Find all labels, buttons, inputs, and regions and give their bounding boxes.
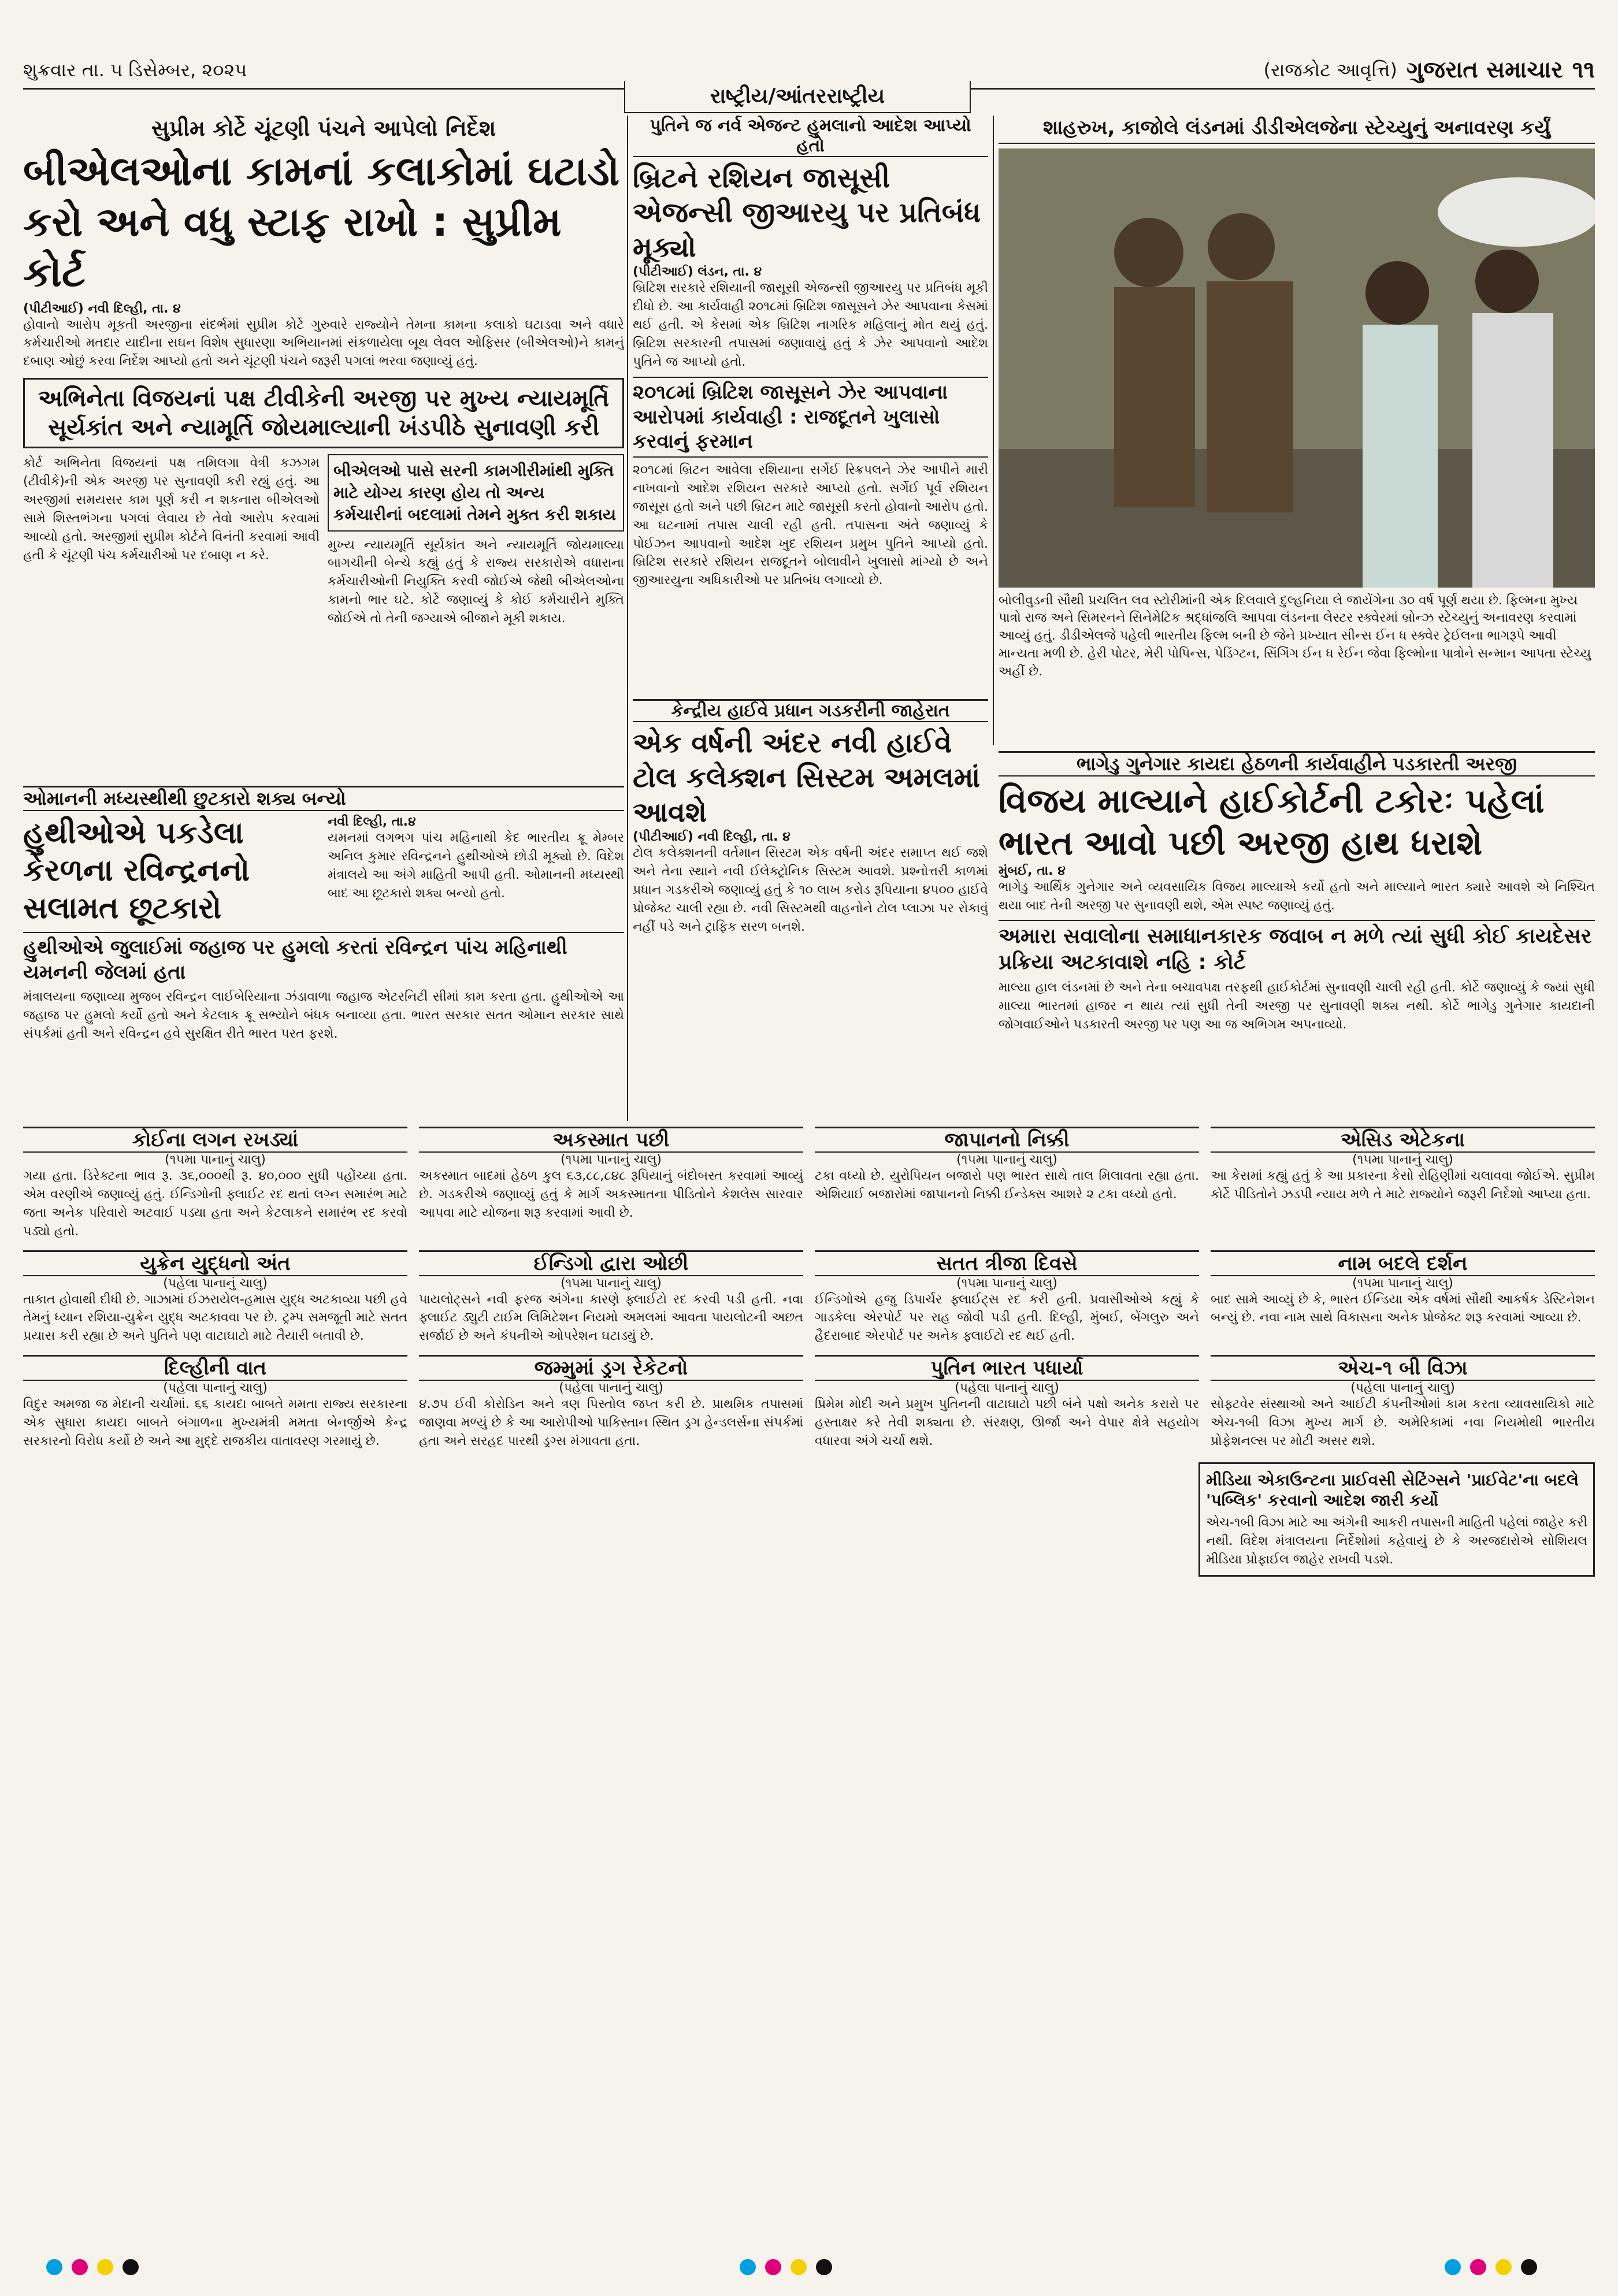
photo-illustration — [999, 148, 1595, 588]
page-number: ૧૧ — [1572, 57, 1595, 83]
column-rule-1 — [627, 116, 628, 1121]
sc-sub-headline: અભિનેતા વિજયનાં પક્ષ ટીવીકેની અરજી પર મુખ્ય ન્યાયમૂર્તિ સૂર્યકાંત અને ન્યામૂર્તિ જોયમાલ્યાની ખંડપીઠે સુનાવણી કરી — [23, 378, 624, 448]
continuation-body: ગયા હતા. ડિરેક્ટના ભાવ રૂ. ૩૬,૦૦૦થી રૂ. ૪૦,૦૦૦ સુધી પહોંચ્યા હતા. એમ વરણીએ જણાવ્યું હતું. ઈન્ડિગોની ફ્લાઈટ રદ થતાં લગ્ન સમારંભ માટે જતા અનેક પરિવારો અટવાઈ પડ્યા હતા અને કેટલાકને સમારંભ રદ કરવો પડ્યો હતો. — [23, 1169, 407, 1239]
continuation-title: ઈન્ડિગો દ્વારા ઓછી — [419, 1250, 803, 1276]
continuation-title: જાપાનનો નિક્કી — [815, 1127, 1199, 1153]
continuation-body: પાયલોટ્સને નવી ફરજ અંગેના કારણે ફ્લાઈટો રદ કરવી પડી હતી. નવા ફ્લાઈટ ડ્યુટી ટાઈમ લિમિટેશન નિયમો અમલમાં આવતા પાયલોટની અછત સર્જાઈ છે અને કંપનીએ ઓપરેશન ઘટાડ્યું છે. — [419, 1292, 803, 1344]
britain-story — [633, 116, 988, 693]
continuation-item — [419, 1355, 803, 1451]
registration-marks-left — [46, 2259, 220, 2282]
magenta-dot-icon — [765, 2259, 781, 2275]
sc-kicker: સુપ્રીમ કોર્ટે ચૂંટણી પંચને આપેલો નિર્દેશ — [151, 116, 496, 141]
masthead — [23, 57, 1595, 83]
continuation-body: સોફ્ટવેર સંસ્થાઓ અને આઈટી કંપનીઓમાં કામ કરતા વ્યાવસાયિકો માટે એચ-૧બી વિઝા મુખ્ય માર્ગ છે. અમેરિકામાં નવા નિયમોથી ભારતીય પ્રોફેશનલ્સ પર મોટી અસર થશે. — [1211, 1397, 1595, 1449]
continuation-ref: (૧૫મા પાનાનું ચાલુ) — [956, 1276, 1057, 1291]
continuation-title: અકસ્માત પછી — [419, 1127, 803, 1153]
continuation-ref: (પહેલા પાનાનું ચાલુ) — [163, 1381, 268, 1396]
continuation-ref: (પહેલા પાનાનું ચાલુ) — [559, 1381, 663, 1396]
issue-date: શુક્રવાર તા. ૫ ડિસેમ્બર, ૨૦૨૫ — [23, 59, 247, 81]
hijack-story — [23, 786, 624, 1121]
side-box-body: એચ-૧બી વિઝા માટે આ અંગેની આકરી તપાસની માહિતી પહેલાં જાહેર કરી નથી. વિદેશ મંત્રાલયના નિર્દેશોમાં કહેવાયું છે કે અરજદારોએ સોશિયલ મીડિયા પ્રોફાઈલ જાહેર રાખવી પડશે. — [1206, 1515, 1587, 1567]
photo-caption: બોલીવુડની સૌથી પ્રચલિત લવ સ્ટોરીમાંની એક દિલવાલે દુલ્હનિયા લે જાયેંગેના ૩૦ વર્ષ પૂર્ણ થયા છે. ફિલ્મના મુખ્ય પાત્રો રાજ અને સિમરનને સિનેમેટિક શ્રદ્ધાંજલિ આપવા લંડનના લેસ્ટર સ્ક્વેરમાં બ્રોન્ઝ સ્ટેચ્યુનું અનાવરણ કરવામાં આવ્યું હતું. ડીડીએલજે પહેલી ભારતીય ફિલ્મ બની છે જેને પ્રખ્યાત સીન્સ ઈન ધ સ્ક્વેર ટ્રેઈલના ભાગરૂપે આવી માન્યતા મળી છે. હેરી પોટર, મેરી પોપિન્સ, પેડિંગ્ટન, સિંગિંગ ઈન ધ રેઈન જેવા ફિલ્મોના પાત્રોને સન્માન આપતા સ્ટેચ્યુ અહીં છે. — [999, 593, 1591, 679]
continuation-title: જમ્મુમાં ડ્રગ રેકેટનો — [419, 1355, 803, 1381]
side-box — [1198, 1462, 1595, 1577]
continuations-area — [23, 1127, 1595, 2224]
britain-kicker: પુતિને જ નર્વ એજન્ટ હુમલાનો આદેશ આપ્યો હતો — [633, 116, 988, 157]
column-rule-2 — [993, 116, 994, 745]
hijack-body: યમનમાં લગભગ પાંચ મહિનાથી કેદ ભારતીય ક્રૂ મેમ્બર અનિલ કુમાર રવિન્દ્રનને હુથીઓએ છોડી મૂક્યો છે. વિદેશ મંત્રાલયે આ અંગે માહિતી આપી હતી. ઓમાનની મધ્યસ્થી બાદ આ છૂટકારો શક્ય બન્યો હતો. — [328, 831, 624, 901]
yellow-dot-icon — [791, 2259, 807, 2275]
continuation-item — [23, 1127, 407, 1241]
continuation-ref: (પહેલા પાનાનું ચાલુ) — [955, 1381, 1059, 1396]
continuation-item — [1211, 1250, 1595, 1346]
continuation-ref: (૧૫મા પાનાનું ચાલુ) — [165, 1153, 266, 1167]
continuation-title: યુક્રેન યુદ્ધનો અંત — [23, 1250, 407, 1276]
sc-body-3: મુખ્ય ન્યાયમૂર્તિ સૂર્યકાંત અને ન્યાયમૂર્તિ જોયમાલ્યા બાગચીની બેન્ચે કહ્યું હતું કે રાજ્ય સરકારોએ વધારાના કર્મચારીઓની નિયુક્તિ કરવી જોઈએ જેથી બીએલઓના કામનો ભાર ઘટે. કોર્ટે જણાવ્યું કે કોઈ કર્મચારીને મુક્તિ જોઈએ તો તેની જગ્યાએ બીજાને મૂકી શકાય. — [328, 537, 624, 626]
continuation-title: એસિડ એટેકના — [1211, 1127, 1595, 1153]
hijack-body-2: મંત્રાલયના જણાવ્યા મુજબ રવિન્દ્રન લાઈબેરિયાના ઝંડાવાળા જહાજ એટરનિટી સીમાં કામ કરતા હતા. હુથીઓએ આ જહાજ પર હુમલો કર્યો હતો અને કેટલાક ક્રૂ સભ્યોને બંધક બનાવ્યા હતા. ભારત સરકાર સતત ઓમાન સરકાર સાથે સંપર્કમાં હતી અને રવિન્દ્રન હવે સુરક્ષિત રીતે ભારત પરત ફરશે. — [23, 990, 624, 1041]
mallya-kicker: ભાગેડુ ગુનેગાર કાયદા હેઠળની કાર્યવાહીને પડકારતી અરજી — [999, 751, 1595, 777]
mallya-body: ભાગેડુ આર્થિક ગુનેગાર અને વ્યવસાયિક વિજય માલ્યાએ કર્યો હતો અને માલ્યાને ભારત ક્યારે આવશે એ નિશ્ચિત થયા બાદ તેની અરજી પર સુનાવણી થશે, એમ સ્પષ્ટ જણાવ્યું હતું. — [999, 880, 1595, 913]
continuation-ref: (પહેલા પાનાનું ચાલુ) — [163, 1276, 268, 1291]
continuation-item — [815, 1355, 1199, 1451]
masthead-right — [1264, 57, 1595, 83]
continuation-body: વિદુર અમજા જ મેદાની ચર્ચામાં. ૬૬ કાયદા બાબતે મમતા રાજ્ય સરકારના એક સુધારા કાયદા બાબતે બંગાળના મુખ્યમંત્રી મમતા બેનર્જીએ કેન્દ્ર સરકારનો વિરોધ કર્યો છે અને આ મુદ્દે રાજકીય વાતાવરણ ગરમાયું છે. — [23, 1397, 407, 1449]
britain-headline: બ્રિટને રશિયન જાસૂસી એજન્સી જીઆરયુ પર પ્રતિબંધ મૂક્યો — [633, 162, 981, 263]
continuation-item — [815, 1250, 1199, 1346]
magenta-dot-icon — [1470, 2259, 1486, 2275]
sc-headline-1: બીએલઓના કામનાં કલાકોમાં ઘટાડો — [23, 147, 620, 195]
hijack-kicker: ઓમાનની મધ્યસ્થીથી છુટકારો શક્ય બન્યો — [23, 786, 624, 811]
cyan-dot-icon — [740, 2259, 756, 2275]
newspaper-logo: ગુજરાત સમાચાર — [1406, 57, 1563, 83]
continuation-body: ટકા વધ્યો છે. યુરોપિયન બજારો પણ ભારત સાથે તાલ મિલાવતા રહ્યા હતા. એશિયાઈ બજારોમાં જાપાનનો નિક્કી ઈન્ડેક્સ આશરે ૨ ટકા વધ્યો હતો. — [815, 1169, 1199, 1202]
section-label: રાષ્ટ્રીય/આંતરરાષ્ટ્રીય — [624, 81, 971, 113]
magenta-dot-icon — [72, 2259, 88, 2275]
continuation-item — [815, 1127, 1199, 1241]
sc-body: હોવાનો આરોપ મૂકતી અરજીના સંદર્ભમાં સુપ્રીમ કોર્ટે ગુરુવારે રાજ્યોને તેમના કામના કલાકો ઘટાડવા અને વધારે કર્મચારીઓ મતદાર યાદીના સઘન વિશેષ સુધારણા અભિયાનમાં સંકળાયેલા બૂથ લેવલ ઓફિસર (બીએલઓ)ને કામનું દબાણ ઓછું કરવા નિર્દેશ આપ્યો હતો અને ચૂંટણી પંચને જરૂરી પગલાં ભરવા જણાવ્યું હતું. — [23, 317, 624, 369]
continuation-item — [1211, 1127, 1595, 1241]
photo-title: શાહરુખ, કાજોલે લંડનમાં ડીડીએલજેના સ્ટેચ્યુનું અનાવરણ કર્યું — [999, 116, 1595, 144]
continuation-ref: (૧૫મા પાનાનું ચાલુ) — [561, 1276, 662, 1291]
cyan-dot-icon — [46, 2259, 62, 2275]
mallya-headline: વિજય માલ્યાને હાઈકોર્ટની ટકોરઃ પહેલાં ભારત આવો પછી અરજી હાથ ધરાશે — [999, 781, 1545, 863]
highway-body: ટોલ કલેક્શનની વર્તમાન સિસ્ટમ એક વર્ષની અંદર સમાપ્ત થઈ જશે અને તેના સ્થાને નવી ઈલેક્ટ્રોનિક સિસ્ટમ આવશે. પ્રશ્નોત્તરી કાળમાં પ્રધાન ગડકરીએ જણાવ્યું હતું કે ૧૦ લાખ કરોડ રૂપિયાના ૪૫૦૦ હાઈવે પ્રોજેક્ટ ચાલી રહ્યા છે. નવી સિસ્ટમથી વાહનોને ટોલ પ્લાઝા પર રોકાવું નહીં પડે અને ટ્રાફિક સરળ બનશે. — [633, 846, 988, 934]
yellow-dot-icon — [97, 2259, 113, 2275]
continuation-title: એચ-૧ બી વિઝા — [1211, 1355, 1595, 1381]
continuation-ref: (૧૫મા પાનાનું ચાલુ) — [956, 1153, 1057, 1167]
continuation-title: પુતિન ભારત પધાર્યા — [815, 1355, 1199, 1381]
continuation-title: કોઈના લગન રખડ્યાં — [23, 1127, 407, 1153]
mallya-dateline: મુંબઈ, તા. ૪ — [999, 864, 1066, 878]
sc-dateline: (પીટીઆઈ) નવી દિલ્હી, તા. ૪ — [23, 301, 181, 316]
registration-marks-right — [1445, 2259, 1595, 2282]
continuation-body: અકસ્માત બાદમાં હેઠળ કુલ ૬૩,૮૮,૮૪૮ રૂપિયાનું બંદોબસ્ત કરવામાં આવ્યું છે. ગડકરીએ જણાવ્યું હતું કે માર્ગ અકસ્માતના પીડિતોને કેશલેસ સારવાર આપવા માટે યોજના શરૂ કરવામાં આવી છે. — [419, 1169, 803, 1220]
side-box-title: મીડિયા એકાઉન્ટના પ્રાઈવસી સેટિંગ્સને 'પ્રાઈવેટ'ના બદલે 'પબ્લિક' કરવાનો આદેશ જારી કર્યો — [1206, 1470, 1579, 1510]
continuation-body: ૪.૭૫ ઈવી કોરોડિન અને ત્રણ પિસ્તોલ જપ્ત કરી છે. પ્રાથમિક તપાસમાં જાણવા મળ્યું છે કે આ આરોપીઓ પાકિસ્તાન સ્થિત ડ્રગ હેન્ડલર્સના સંપર્કમાં હતા અને સરહદ પારથી ડ્રગ્સ મંગાવતા હતા. — [419, 1397, 803, 1449]
cyan-dot-icon — [1445, 2259, 1461, 2275]
hijack-dateline: નવી દિલ્હી, તા.૪ — [328, 815, 416, 829]
yellow-dot-icon — [1495, 2259, 1512, 2275]
continuation-ref: (૧૫મા પાનાનું ચાલુ) — [1352, 1276, 1453, 1291]
ddlj-statue-photo — [999, 148, 1595, 588]
sc-inset: બીએલઓ પાસે સરની કામગીરીમાંથી મુક્તિ માટે યોગ્ય કારણ હોય તો અન્ય કર્મચારીનાં બદલામાં તેમને મુક્ત કરી શકાય — [328, 454, 624, 531]
continuation-body: તાકાત હોવાથી દીધી છે. ગાઝામાં ઈઝરાયેલ-હમાસ યુદ્ધ અટકાવ્યા પછી હવે તેમનું ધ્યાન રશિયા-યુક્રેન યુદ્ધ અટકાવવા પર છે. ટ્રમ્પ સમજૂતી માટે સતત પ્રયાસ કરી રહ્યા છે અને પુતિને પણ વાટાઘાટો માટે તૈયારી બતાવી છે. — [23, 1292, 407, 1344]
continuation-item — [419, 1127, 803, 1241]
black-dot-icon — [1521, 2259, 1537, 2275]
hijack-sub-headline: હુથીઓએ જુલાઈમાં જહાજ પર હુમલો કરતાં રવિન્દ્રન પાંચ મહિનાથી યમનની જેલમાં હતા — [23, 932, 624, 984]
continuation-item — [1211, 1355, 1595, 1451]
registration-marks-center — [740, 2259, 913, 2282]
britain-body: બ્રિટિશ સરકારે રશિયાની જાસૂસી એજન્સી જીઆરયુ પર પ્રતિબંધ મૂકી દીધો છે. આ કાર્યવાહી ૨૦૧૮માં બ્રિટિશ જાસૂસને ઝેર આપવાના કેસમાં થઈ હતી. એ કેસમાં એક બ્રિટિશ નાગરિક મહિલાનું મોત થયું હતું. બ્રિટિશ સરકારની તપાસમાં જણાવાયું હતું કે ઝેર આપવાનો આદેશ પુતિને જ આપ્યો હતો. — [633, 281, 988, 369]
black-dot-icon — [816, 2259, 832, 2275]
photo-story — [999, 116, 1595, 745]
sc-body-2: કોર્ટ અભિનેતા વિજયનાં પક્ષ તમિલગા વેત્રી કઝગમ (ટીવીકે)ની એક અરજી પર સુનાવણી કરી રહ્યું હતું. આ અરજીમાં સમયસર કામ પૂર્ણ કરી ન શકનારા બીએલઓ સામે શિસ્તભંગના પગલાં લેવાય છે તેવો આરોપ કરવામાં આવ્યો હતો. અરજીમાં સુપ્રીમ કોર્ટને વિનંતી કરવામાં આવી હતી કે ચૂંટણી પંચ કર્મચારીઓ પર દબાણ ન કરે. — [23, 456, 320, 563]
continuation-item — [419, 1250, 803, 1346]
continuation-body: આ કેસમાં કહ્યું હતું કે આ પ્રકારના કેસો રોહિણીમાં ચલાવવા જોઈએ. સુપ્રીમ કોર્ટે પીડિતોને ઝડપી ન્યાય મળે તે માટે રાજ્યોને જરૂરી નિર્દેશો આપ્યા હતા. — [1211, 1169, 1595, 1202]
sc-headline-2: કરો અને વધુ સ્ટાફ રાખો : સુપ્રીમ કોર્ટ — [23, 198, 562, 296]
highway-kicker: કેન્દ્રીય હાઈવે પ્રધાન ગડકરીની જાહેરાત — [633, 699, 988, 722]
continuation-title: દિલ્હીની વાત — [23, 1355, 407, 1381]
edition-label: (રાજકોટ આવૃત્તિ) — [1263, 58, 1397, 81]
highway-story — [633, 699, 988, 1121]
hijack-headline: હુથીઓએ પકડેલા કેરળના રવિન્દ્રનનો સલામત છૂટકારો — [23, 816, 250, 926]
continuation-body: પ્રિમેમ મોદી અને પ્રમુખ પુતિનની વાટાઘાટો પછી બંને પક્ષો અનેક કરારો પર હસ્તાક્ષર કરે તેવી શક્યતા છે. સંરક્ષણ, ઊર્જા અને વેપાર ક્ષેત્રે સહયોગ વધારવા અંગે ચર્ચા થશે. — [815, 1397, 1199, 1449]
sc-story — [23, 116, 624, 780]
continuation-title: સતત ત્રીજા દિવસે — [815, 1250, 1199, 1276]
continuation-body: ઈન્ડિગોએ હજુ ડિપાર્ચર ફ્લાઈટ્સ રદ કરી હતી. પ્રવાસીઓએ કહ્યું કે ગાડકેલા એરપોર્ટ પર રાહ જોવી પડી હતી. દિલ્હી, મુંબઈ, બેંગલુરુ અને હૈદરાબાદ એરપોર્ટ પર અનેક ફ્લાઈટો રદ થઈ હતી. — [815, 1292, 1199, 1344]
continuation-ref: (૧૫મા પાનાનું ચાલુ) — [1352, 1153, 1453, 1167]
continuation-ref: (પહેલા પાનાનું ચાલુ) — [1350, 1381, 1455, 1396]
britain-sub-headline: ૨૦૧૮માં બ્રિટિશ જાસૂસને ઝેર આપવાના આરોપમાં કાર્યવાહી : રાજદૂતને ખુલાસો કરવાનું ફરમાન — [633, 377, 988, 458]
britain-dateline: (પીટીઆઈ) લંડન, તા. ૪ — [633, 265, 762, 279]
continuation-item — [23, 1250, 407, 1346]
continuation-title: નામ બદલે દર્શન — [1211, 1250, 1595, 1276]
mallya-body-2: માલ્યા હાલ લંડનમાં છે અને તેના બચાવપક્ષ તરફથી હાઈકોર્ટમાં સુનાવણી ચાલી રહી હતી. કોર્ટે જણાવ્યું કે જ્યાં સુધી માલ્યા ભારતમાં હાજર ન થાય ત્યાં સુધી તેની અરજી પર સુનાવણી શક્ય નથી. કોર્ટે ભાગેડુ ગુનેગાર કાયદાની જોગવાઈઓને પડકારતી અરજી પર પણ આ જ અભિગમ અપનાવ્યો. — [999, 980, 1595, 1032]
highway-dateline: (પીટીઆઈ) નવી દિલ્હી, તા. ૪ — [633, 830, 791, 844]
highway-headline: એક વર્ષની અંદર નવી હાઈવે ટોલ કલેક્શન સિસ્ટમ અમલમાં આવશે — [633, 727, 981, 829]
continuation-body: બાદ સામે આવ્યું છે કે, ભારત ઈન્ડિયા એક વર્ષમાં સૌથી આકર્ષક ડેસ્ટિનેશન બન્યું છે. નવા નામ સાથે વિકાસના અનેક પ્રોજેક્ટ શરૂ કરવામાં આવ્યા છે. — [1211, 1292, 1595, 1325]
mallya-sub-headline: અમારા સવાલોના સમાધાનકારક જવાબ ન મળે ત્યાં સુધી કોઈ કાયદેસર પ્રક્રિયા અટકાવાશે નહિ : કોર્ટ — [999, 920, 1595, 975]
mallya-story — [999, 751, 1595, 1121]
continuation-item — [23, 1355, 407, 1451]
britain-body-2: ૨૦૧૮માં બ્રિટન આવેલા રશિયાના સર્ગેઈ સ્ક્રિપલને ઝેર આપીને મારી નાખવાનો આદેશ રશિયન સરકારે આપ્યો હતો. સર્ગેઈ પૂર્વ રશિયન જાસૂસ હતો અને પછી બ્રિટન માટે જાસૂસી કરતો હોવાનો આરોપ હતો. આ ઘટનામાં તપાસ ચાલી રહી હતી. તપાસના અંતે જણાવ્યું કે પોઈઝન આપવાનો આદેશ ખુદ રશિયન પ્રમુખ પુતિને આપ્યો હતો. બ્રિટિશ સરકારે રશિયન રાજદૂતને બોલાવીને ખુલાસો માંગ્યો છે અને જીઆરયુના અધિકારીઓ પર પ્રતિબંધ લગાવ્યો છે. — [633, 462, 988, 588]
continuation-ref: (૧૫મા પાનાનું ચાલુ) — [561, 1153, 662, 1167]
black-dot-icon — [123, 2259, 139, 2275]
